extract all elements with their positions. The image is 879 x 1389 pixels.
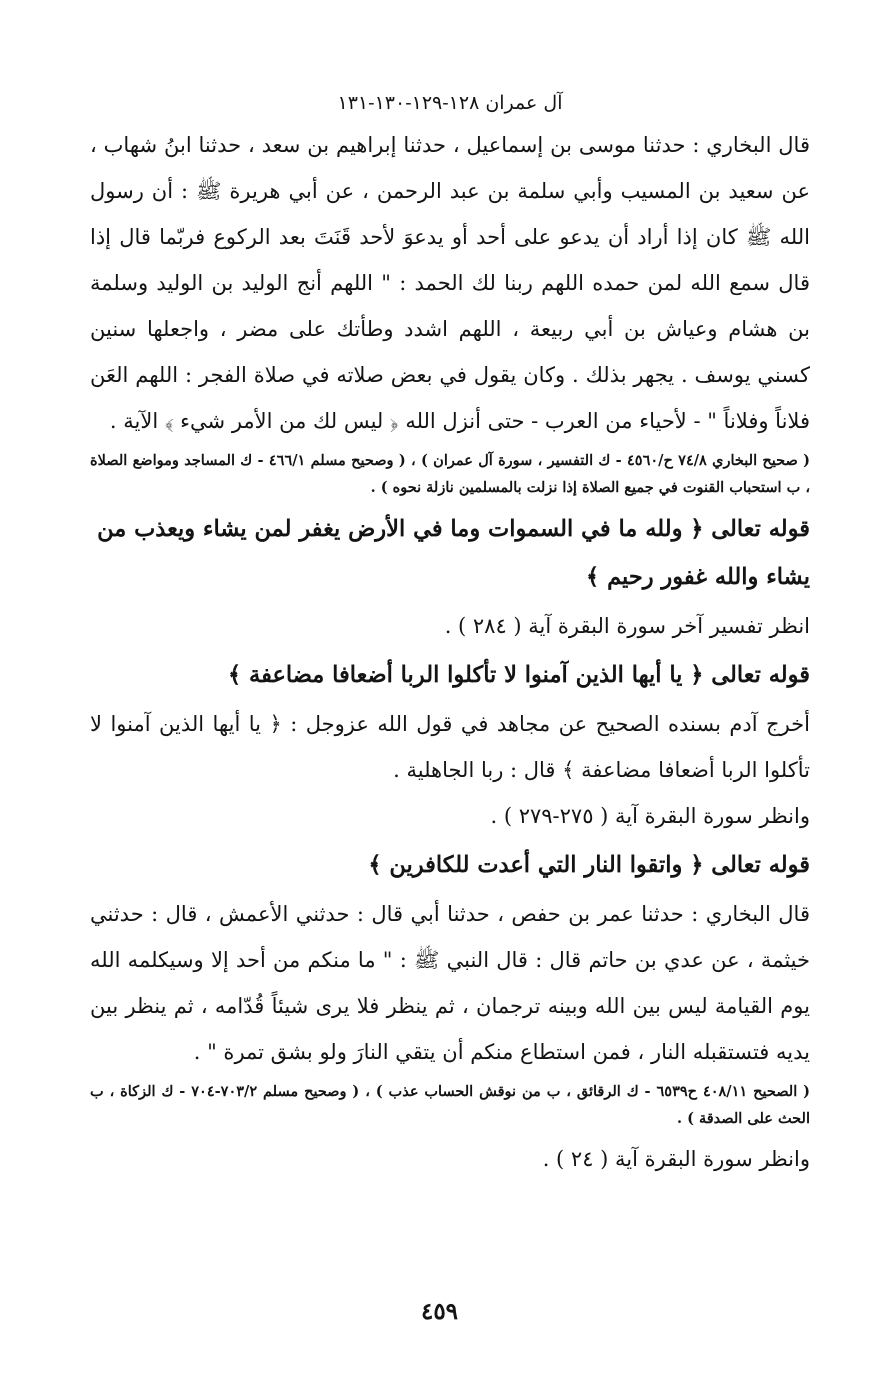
- verse-heading-129: قوله تعالى ﴿ ولله ما في السموات وما في الأرض يغفر لمن يشاء ويعذب من يشاء والله غفور رحيم ﴾: [97, 516, 810, 590]
- cross-reference-paragraph-2: وانظر سورة البقرة آية ( ٢٧٥-٢٧٩ ) .: [490, 804, 810, 828]
- page-body: [90, 92, 810, 1182]
- cross-reference-paragraph-1: انظر تفسير آخر سورة البقرة آية ( ٢٨٤ ) .: [444, 614, 810, 638]
- hadith-paragraph-bukhari-qunut: قال البخاري : حدثنا موسى بن إسماعيل ، حدثنا إبراهيم بن سعد ، حدثنا ابنُ شهاب ، عن سعيد بن المسيب وأبي سلمة بن عبد الرحمن ، عن أبي هريرة ﷺ : أن رسول الله ﷺ كان إذا أراد أن يدعو على أحد أو يدعوَ لأحد قَنَتَ بعد الركوع فربّما قال إذا قال سمع الله لمن حمده اللهم ربنا لك الحمد : " اللهم أنج الوليد بن الوليد وسلمة بن هشام وعياش بن أبي ربيعة ، اللهم اشدد وطأتك على مضر ، واجعلها سنين كسني يوسف . يجهر بذلك . وكان يقول في بعض صلاته في صلاة الفجر : اللهم العَن فلاناً وفلاناً " - لأحياء من العرب - حتى أنزل الله ﴿ ليس لك من الأمر شيء ﴾ الآية .: [90, 133, 810, 433]
- mujahid-paragraph: أخرج آدم بسنده الصحيح عن مجاهد في قول الله عزوجل : ﴿ يا أيها الذين آمنوا لا تأكلوا الربا أضعافا مضاعفة ﴾ قال : ربا الجاهلية .: [90, 712, 810, 782]
- citation-reference-1: ( صحيح البخاري ٧٤/٨ ح/٤٥٦٠ - ك التفسير ، سورة آل عمران ) ، ( وصحيح مسلم ٤٦٦/١ - ك المساجد ومواضع الصلاة ، ب استحباب القنوت في جميع الصلاة إذا نزلت بالمسلمين نازلة نحوه ) .: [90, 452, 810, 496]
- citation-reference-2: ( الصحيح ٤٠٨/١١ ح٦٥٣٩ - ك الرقائق ، ب من نوقش الحساب عذب ) ، ( وصحيح مسلم ٧٠٣/٢-٧٠٤ - ك الزكاة ، ب الحث على الصدقة ) .: [90, 1083, 810, 1127]
- page-number: ٤٥٩: [420, 1298, 459, 1325]
- cross-reference-paragraph-3: وانظر سورة البقرة آية ( ٢٤ ) .: [542, 1147, 810, 1171]
- hadith-paragraph-bukhari-fire: قال البخاري : حدثنا عمر بن حفص ، حدثنا أبي قال : حدثني الأعمش ، قال : حدثني خيثمة ، عن عدي بن حاتم قال : قال النبي ﷺ : " ما منكم من أحد إلا وسيكلمه الله يوم القيامة ليس بين الله وبينه ترجمان ، ثم ينظر فلا يرى شيئاً قُدّامه ، ثم ينظر بين يديه فتستقبله النار ، فمن استطاع منكم أن يتقي النارَ ولو بشق تمرة " .: [90, 902, 810, 1064]
- verse-heading-130: قوله تعالى ﴿ يا أيها الذين آمنوا لا تأكلوا الربا أضعافا مضاعفة ﴾: [228, 662, 810, 688]
- running-header: آل عمران ١٢٨-١٢٩-١٣٠-١٣١: [337, 92, 563, 114]
- verse-heading-131: قوله تعالى ﴿ واتقوا النار التي أعدت للكافرين ﴾: [368, 852, 810, 878]
